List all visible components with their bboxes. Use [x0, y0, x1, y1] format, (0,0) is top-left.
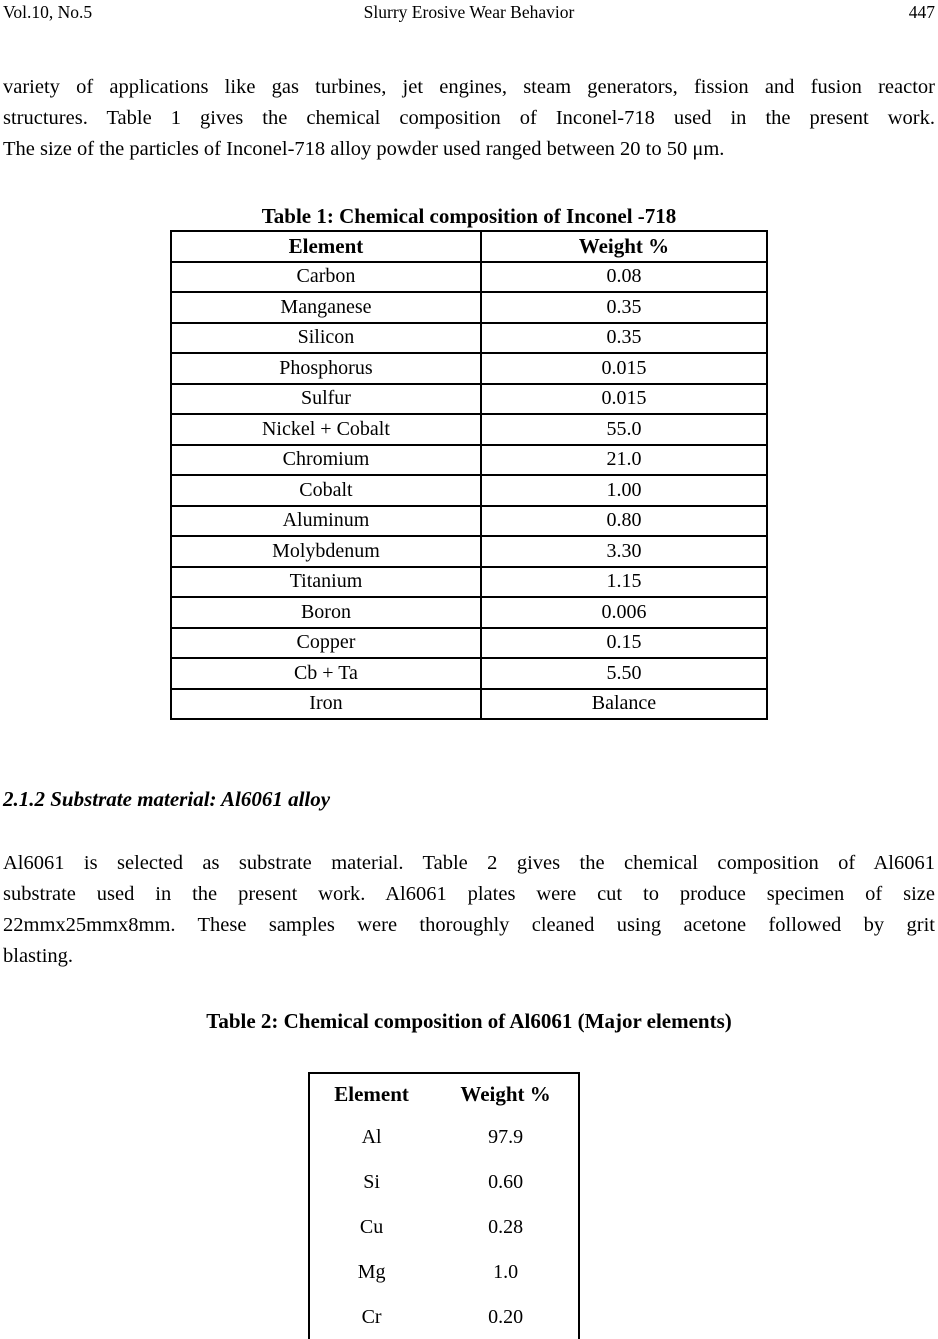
- table-cell: 0.35: [481, 323, 767, 354]
- table-row: [171, 597, 767, 628]
- table-cell: Titanium: [171, 567, 481, 598]
- page-number: 447: [908, 2, 935, 22]
- table1-inconel-composition: [170, 230, 768, 720]
- table-cell: 1.15: [481, 567, 767, 598]
- table-row: [171, 292, 767, 323]
- table-cell: Si: [363, 1171, 380, 1193]
- table-row: [309, 1115, 579, 1160]
- column-header: Element: [171, 231, 481, 262]
- table-row: [309, 1160, 579, 1205]
- table-cell: Boron: [171, 597, 481, 628]
- running-title: Slurry Erosive Wear Behavior: [363, 2, 575, 22]
- table-cell: 5.50: [481, 658, 767, 689]
- text-line: structures. Table 1 gives the chemical composition of Inconel-718 used in the present work.: [3, 107, 935, 129]
- table-cell: Copper: [171, 628, 481, 659]
- text-line: 22mmx25mmx8mm. These samples were thoroughly cleaned using acetone followed by grit: [3, 914, 935, 936]
- table-row: [171, 536, 767, 567]
- table-cell: Al: [361, 1126, 382, 1148]
- table-cell: Cu: [359, 1216, 384, 1238]
- table-cell: Mg: [357, 1261, 386, 1283]
- table-row: [171, 658, 767, 689]
- table-row: [309, 1205, 579, 1250]
- intro-paragraph: [3, 72, 935, 165]
- text-line: blasting.: [3, 945, 74, 967]
- table-cell: 0.006: [481, 597, 767, 628]
- table-row: [171, 475, 767, 506]
- table-row: [171, 414, 767, 445]
- column-header: Weight %: [481, 231, 767, 262]
- table-cell: Cobalt: [171, 475, 481, 506]
- table-cell: Aluminum: [171, 506, 481, 537]
- text-line: The size of the particles of Inconel-718 alloy powder used ranged between 20 to 50 μm.: [3, 138, 725, 160]
- section-heading: 2.1.2 Substrate material: Al6061 alloy: [3, 787, 331, 811]
- table-row: [171, 353, 767, 384]
- table-row: [171, 567, 767, 598]
- journal-volume: Vol.10, No.5: [3, 2, 93, 22]
- table-cell: Silicon: [171, 323, 481, 354]
- table-cell: Cr: [361, 1305, 382, 1328]
- table-cell: 3.30: [481, 536, 767, 567]
- table2-al6061-composition: [308, 1072, 580, 1339]
- table-row: [171, 262, 767, 293]
- table-row: [171, 445, 767, 476]
- table-cell: 97.9: [488, 1126, 524, 1148]
- table-cell: Sulfur: [171, 384, 481, 415]
- table-cell: 0.80: [481, 506, 767, 537]
- table-cell: Iron: [171, 689, 481, 720]
- text-line: substrate used in the present work. Al6061 plates were cut to produce specimen of size: [3, 883, 935, 905]
- column-header: Weight %: [460, 1082, 551, 1106]
- table-cell: 1.00: [481, 475, 767, 506]
- table-cell: Balance: [481, 689, 767, 720]
- table-cell: 1.0: [493, 1261, 519, 1283]
- text-line: Al6061 is selected as substrate material. Table 2 gives the chemical composition of Al6061: [3, 852, 935, 874]
- table-cell: 55.0: [481, 414, 767, 445]
- table-row: [171, 506, 767, 537]
- table-row: [171, 323, 767, 354]
- table1-caption: Table 1: Chemical composition of Inconel -718: [261, 204, 677, 228]
- table-cell: Carbon: [171, 262, 481, 293]
- table1-header-row: [171, 231, 767, 262]
- table-cell: 0.20: [488, 1305, 524, 1328]
- table-cell: 21.0: [481, 445, 767, 476]
- table-cell: Cb + Ta: [171, 658, 481, 689]
- table-row: [309, 1295, 579, 1339]
- text-line: variety of applications like gas turbines, jet engines, steam generators, fission and fusion reactor: [3, 76, 935, 98]
- table-cell: 0.08: [481, 262, 767, 293]
- table-row: [171, 689, 767, 720]
- table-cell: 0.15: [481, 628, 767, 659]
- table-cell: 0.015: [481, 353, 767, 384]
- table-cell: 0.35: [481, 292, 767, 323]
- table-row: [171, 384, 767, 415]
- running-head: [3, 2, 935, 22]
- table-cell: Molybdenum: [171, 536, 481, 567]
- table-cell: Phosphorus: [171, 353, 481, 384]
- column-header: Element: [334, 1082, 409, 1106]
- table-cell: Nickel + Cobalt: [171, 414, 481, 445]
- table2-caption: Table 2: Chemical composition of Al6061 (Major elements): [206, 1009, 732, 1033]
- table-row: [309, 1250, 579, 1295]
- table-cell: Manganese: [171, 292, 481, 323]
- substrate-paragraph: [3, 848, 935, 972]
- table-cell: 0.60: [488, 1171, 524, 1193]
- table-cell: 0.015: [481, 384, 767, 415]
- table2-header-row: [309, 1073, 579, 1115]
- table-row: [171, 628, 767, 659]
- table-cell: 0.28: [488, 1216, 524, 1238]
- table-cell: Chromium: [171, 445, 481, 476]
